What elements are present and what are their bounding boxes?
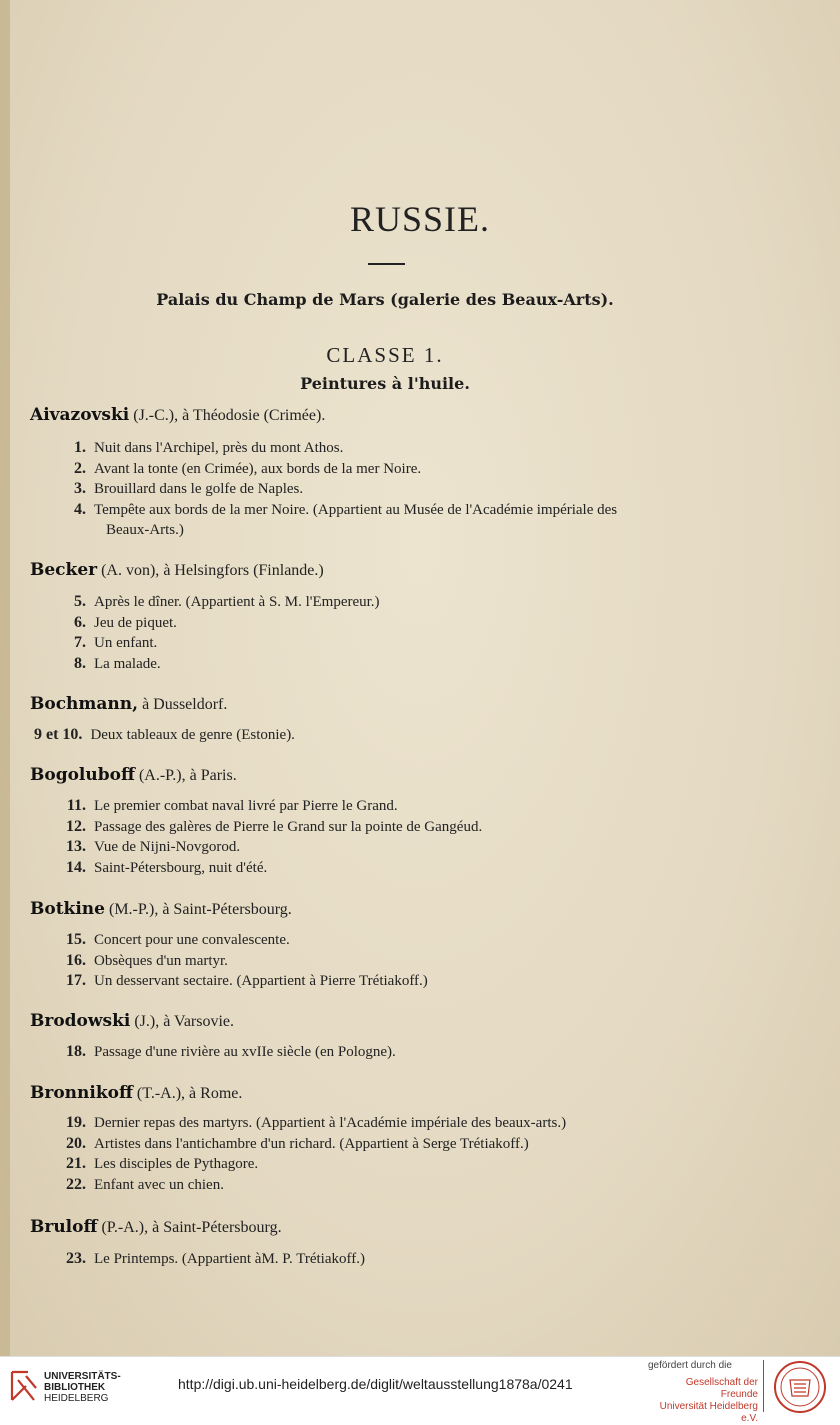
work-item [58,971,428,992]
work-title: Le premier combat naval livré par Pierre le Grand. [94,798,398,814]
work-title: Nuit dans l'Archipel, près du mont Athos. [94,440,344,456]
work-number: 11. [66,797,86,814]
work-number: 20. [66,1134,86,1152]
artist-detail: (J.), à Varsovie. [134,1013,235,1030]
work-number: 23. [66,1250,86,1267]
work-item [58,1249,365,1270]
work-number: 21. [66,1155,86,1173]
work-number: 7. [74,634,86,652]
work-item [58,1134,566,1155]
work-number: 22. [66,1175,86,1193]
work-item [58,592,380,613]
title-rule [368,263,405,265]
work-title: Enfant avec un chien. [94,1176,224,1193]
work-title: Saint-Pétersbourg, nuit d'été. [94,859,268,876]
artist-name: Becker [30,560,98,580]
work-item [58,459,758,480]
work-title: Après le dîner. (Appartient à S. M. l'Empereur.) [94,594,380,610]
work-title: Vue de Nijni-Novgorod. [94,839,241,856]
artist-detail: (A.-P.), à Paris. [138,767,237,784]
artist-name: Bogoluboff [30,765,135,785]
library-name-line: BIBLIOTHEK [44,1382,106,1393]
works-list [34,725,295,746]
artist-entry [30,899,292,919]
work-number: 4. [74,500,86,518]
footer-divider [763,1360,764,1412]
university-library-logo-icon [8,1366,40,1406]
library-name-line: HEIDELBERG [44,1393,109,1404]
work-item [58,796,482,817]
work-number: 2. [74,459,86,477]
work-item [34,725,295,746]
work-item [58,858,482,879]
artist-detail: (T.-A.), à Rome. [136,1085,243,1102]
work-item [58,613,380,634]
university-seal-icon [772,1360,828,1414]
category-heading: Peintures à l'huile. [300,374,470,393]
work-item [58,438,758,459]
section-subtitle: Palais du Champ de Mars (galerie des Beaux-Arts). [156,290,614,309]
work-number: 6. [74,613,86,631]
work-title: La malade. [94,655,161,672]
artist-name: Bronnikoff [30,1083,133,1103]
work-number: 14. [66,858,86,876]
work-item [58,817,482,838]
permalink-url[interactable]: http://digi.ub.uni-heidelberg.de/diglit/weltausstellung1878a/0241 [178,1376,573,1392]
work-title: Les disciples de Pythagore. [94,1156,259,1173]
work-item [58,837,482,858]
work-number: 17. [66,972,86,990]
work-number: 8. [74,654,86,672]
library-name [44,1371,121,1404]
work-title: Passage des galères de Pierre le Grand sur la pointe de Gangéud. [94,818,483,835]
classe-heading: CLASSE 1. [326,343,444,367]
artist-detail: (J.-C.), à Théodosie (Crimée). [133,407,326,424]
work-item [58,479,758,500]
work-title: Un enfant. [94,635,158,652]
sponsor-name-line: Gesellschaft der Freunde [685,1377,758,1400]
work-number: 9 et 10. [34,726,83,743]
sponsor-label: gefördert durch die [648,1360,732,1371]
works-list [58,1249,365,1270]
sponsor-name [648,1377,758,1425]
artist-entry [30,560,324,580]
work-title: Le Printemps. (Appartient àM. P. Trétiakoff.) [94,1251,365,1267]
artist-detail: à Helsingfors (Finlande.) [163,562,324,579]
artist-detail: (M.-P.), à Saint-Pétersbourg. [108,901,292,918]
works-list [58,592,380,674]
work-title: Deux tableaux de genre (Estonie). [90,727,295,743]
work-number: 5. [74,593,86,610]
artist-name: Brodowski [30,1011,131,1031]
work-title: Avant la tonte (en Crimée), aux bords de la mer Noire. [94,460,422,477]
work-number: 12. [66,817,86,835]
artist-entry [30,405,325,425]
work-item [58,1175,566,1196]
work-item [58,633,380,654]
artist-particle: (A. von), [101,562,160,579]
work-title: Passage d'une rivière au xvIIe siècle (en Pologne). [94,1044,396,1060]
work-number: 19. [66,1114,86,1131]
works-list [58,438,758,540]
works-list [58,796,482,878]
works-list [58,930,428,992]
sponsor-name-line: Universität Heidelberg e.V. [659,1401,758,1424]
work-title: Dernier repas des martyrs. (Appartient à l'Académie impériale des beaux-arts.) [94,1115,567,1131]
work-number: 18. [66,1043,86,1060]
work-title: Jeu de piquet. [94,614,177,631]
artist-detail: (P.-A.), à Saint-Pétersbourg. [101,1219,282,1236]
artist-entry [30,1217,282,1237]
work-number: 15. [66,931,86,948]
work-item [58,500,758,540]
work-title: Concert pour une convalescente. [94,932,290,948]
work-title: Un desservant sectaire. (Appartient à Pierre Trétiakoff.) [94,973,428,990]
library-name-line: UNIVERSITÄTS- [44,1371,121,1382]
works-list [58,1113,566,1195]
works-list [58,1042,396,1063]
work-title: Brouillard dans le golfe de Naples. [94,481,304,498]
artist-entry [30,1083,242,1103]
work-item [58,1113,566,1134]
work-item [58,930,428,951]
work-item [58,1042,396,1063]
work-number: 13. [66,838,86,856]
work-title: Obsèques d'un martyr. [94,952,228,969]
work-item [58,1154,566,1175]
page-title: RUSSIE. [349,199,491,239]
work-title: Artistes dans l'antichambre d'un richard. (Appartient à Serge Trétiakoff.) [94,1135,529,1152]
artist-name: Bochmann, [30,694,139,714]
artist-entry [30,1011,234,1031]
artist-entry [30,694,227,714]
artist-name: Botkine [30,899,105,919]
work-number: 16. [66,951,86,969]
work-item [58,654,380,675]
work-title-continued: Beaux-Arts.) [106,521,184,538]
work-title: Tempête aux bords de la mer Noire. (Appartient au Musée de l'Académie impériale des [94,501,618,518]
artist-name: Bruloff [30,1217,98,1237]
artist-detail: à Dusseldorf. [142,696,228,713]
artist-name: Aivazovski [30,405,130,425]
artist-entry [30,765,237,785]
work-number: 1. [74,439,86,456]
work-item [58,951,428,972]
work-number: 3. [74,480,86,498]
